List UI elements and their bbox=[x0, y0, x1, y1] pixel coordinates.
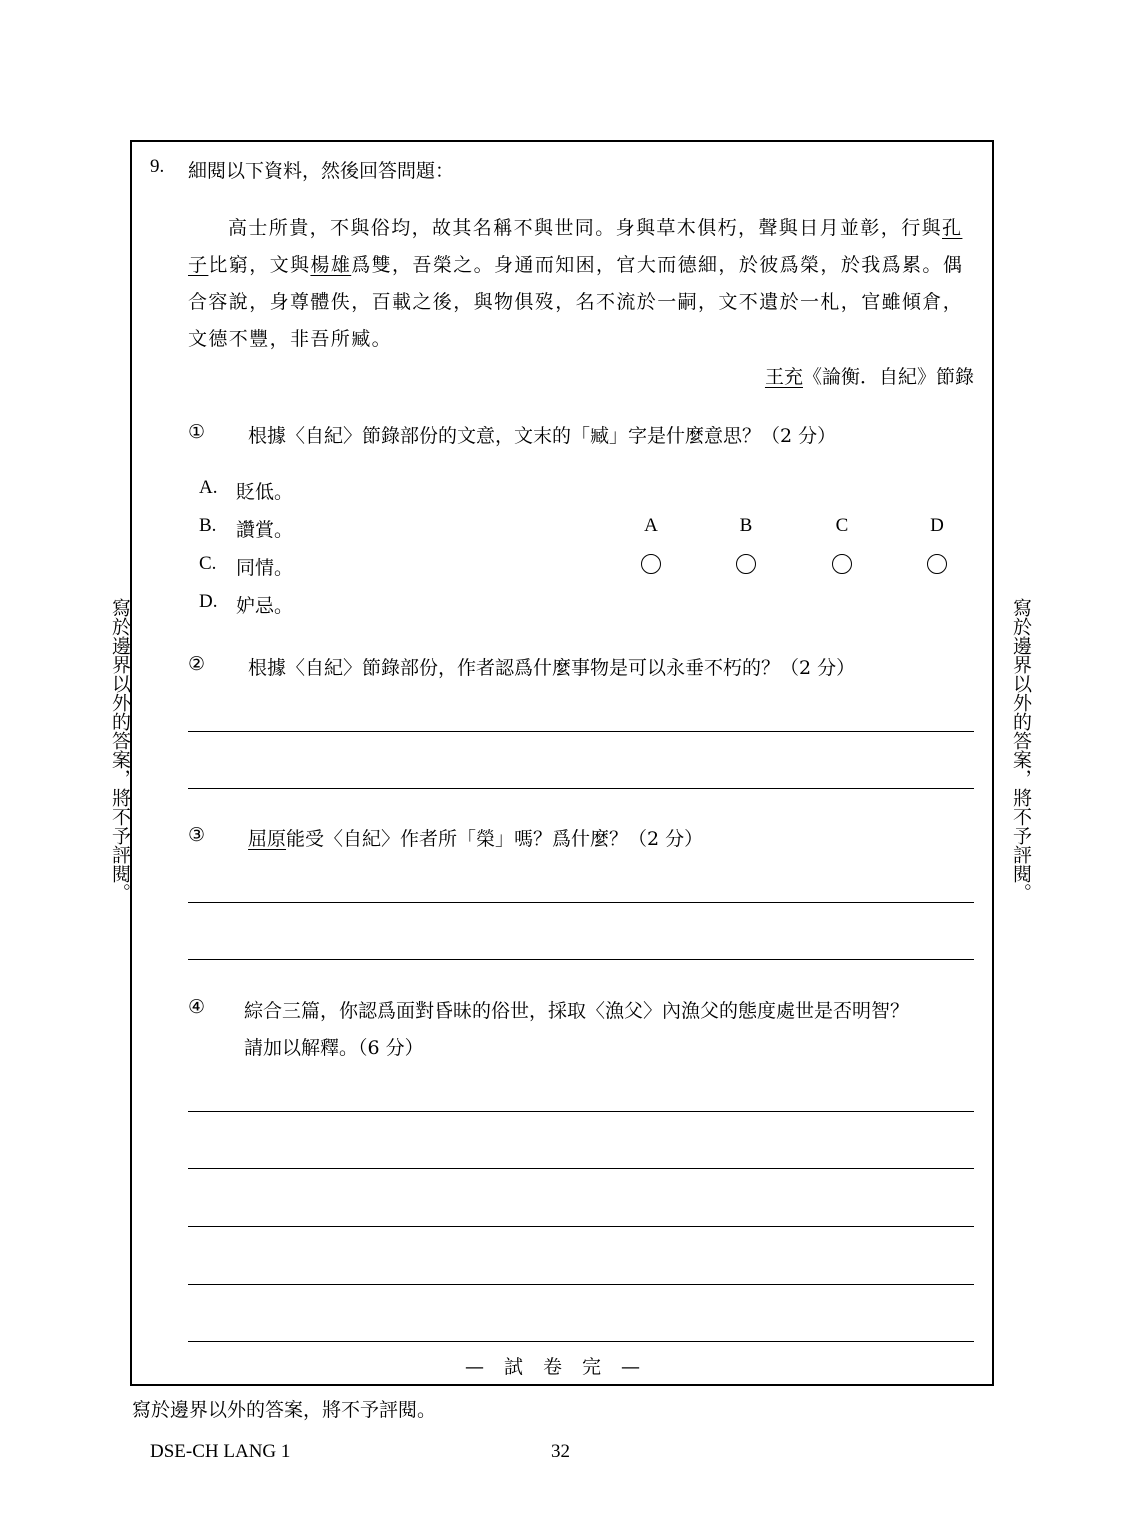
source-author: 王充 bbox=[764, 366, 803, 388]
passage-line-1: 高士所貴，不與俗均，故其名稱不與世同。身與草木俱朽，聲與日月並彰，行與孔 bbox=[228, 217, 963, 239]
answer-line[interactable] bbox=[188, 788, 974, 789]
answer-column-a: A bbox=[644, 515, 658, 536]
option-a-text: 貶低。 bbox=[236, 481, 294, 503]
proper-noun-yang-xiong: 楊雄 bbox=[310, 254, 352, 276]
answer-line[interactable] bbox=[188, 1284, 974, 1285]
end-of-paper-mark: —試卷完— bbox=[464, 1356, 660, 1378]
answer-line[interactable] bbox=[188, 959, 974, 960]
answer-line[interactable] bbox=[188, 1111, 974, 1112]
sub-question-3-text: 屈原能受〈自紀〉作者所「榮」嗎？爲什麼？（2 分） bbox=[248, 828, 704, 850]
sub-question-4-line-1: 綜合三篇，你認爲面對昏昧的俗世，採取〈漁父〉內漁父的態度處世是否明智？ bbox=[244, 1000, 910, 1022]
sub-question-1-marker: ① bbox=[188, 421, 206, 443]
answer-bubble-c[interactable] bbox=[832, 554, 852, 574]
answer-column-d: D bbox=[930, 515, 944, 536]
passage-source bbox=[765, 362, 974, 389]
answer-line[interactable] bbox=[188, 902, 974, 903]
option-c-text: 同情。 bbox=[236, 557, 294, 579]
option-a-letter: A. bbox=[199, 477, 218, 498]
option-b-text: 讚賞。 bbox=[236, 519, 294, 541]
proper-noun-qu-yuan: 屈原 bbox=[248, 828, 287, 850]
sub-question-4-line-2: 請加以解釋。（6 分） bbox=[244, 1037, 424, 1059]
bottom-margin-warning: 寫於邊界以外的答案，將不予評閱。 bbox=[132, 1399, 437, 1421]
question-number: 9. bbox=[150, 156, 165, 177]
option-d-letter: D. bbox=[199, 591, 218, 612]
passage bbox=[188, 210, 978, 358]
proper-noun-confucius-cont: 子 bbox=[188, 254, 209, 276]
sub-question-3-marker: ③ bbox=[188, 824, 206, 846]
sub-question-1-text: 根據〈自紀〉節錄部份的文意，文末的「臧」字是什麼意思？（2 分） bbox=[248, 425, 837, 447]
right-margin-warning: 寫於邊界以外的答案，將不予評閱。 bbox=[1010, 598, 1032, 902]
passage-line-3: 合容說，身尊體佚，百載之後，與物俱歿，名不流於一嗣，文不遺於一札，官雖傾倉， bbox=[188, 291, 964, 313]
answer-line[interactable] bbox=[188, 1341, 974, 1342]
option-c-letter: C. bbox=[199, 553, 217, 574]
answer-bubble-d[interactable] bbox=[927, 554, 947, 574]
option-b-letter: B. bbox=[199, 515, 217, 536]
option-d-text: 妒忌。 bbox=[236, 595, 294, 617]
answer-line[interactable] bbox=[188, 1168, 974, 1169]
proper-noun-confucius: 孔 bbox=[942, 217, 963, 239]
answer-line[interactable] bbox=[188, 1226, 974, 1227]
question-intro: 細閱以下資料，然後回答問題： bbox=[188, 160, 455, 182]
source-title: 《論衡．自紀》節錄 bbox=[802, 366, 974, 388]
answer-column-c: C bbox=[835, 515, 849, 536]
sub-question-2-text: 根據〈自紀〉節錄部份，作者認爲什麼事物是可以永垂不朽的？（2 分） bbox=[248, 657, 856, 679]
left-margin-warning: 寫於邊界以外的答案，將不予評閱。 bbox=[109, 598, 131, 902]
paper-code: DSE-CH LANG 1 bbox=[150, 1441, 291, 1462]
answer-line[interactable] bbox=[188, 731, 974, 732]
passage-line-4: 文德不豐，非吾所臧。 bbox=[188, 328, 393, 350]
passage-line-2: 子比窮，文與楊雄爲雙，吾榮之。身通而知困，官大而德細，於彼爲榮，於我爲累。偶 bbox=[188, 254, 964, 276]
sub-question-4-marker: ④ bbox=[188, 996, 206, 1018]
sub-question-2-marker: ② bbox=[188, 653, 206, 675]
answer-bubble-b[interactable] bbox=[736, 554, 756, 574]
answer-bubble-a[interactable] bbox=[641, 554, 661, 574]
page-number: 32 bbox=[551, 1441, 570, 1462]
answer-column-b: B bbox=[739, 515, 753, 536]
